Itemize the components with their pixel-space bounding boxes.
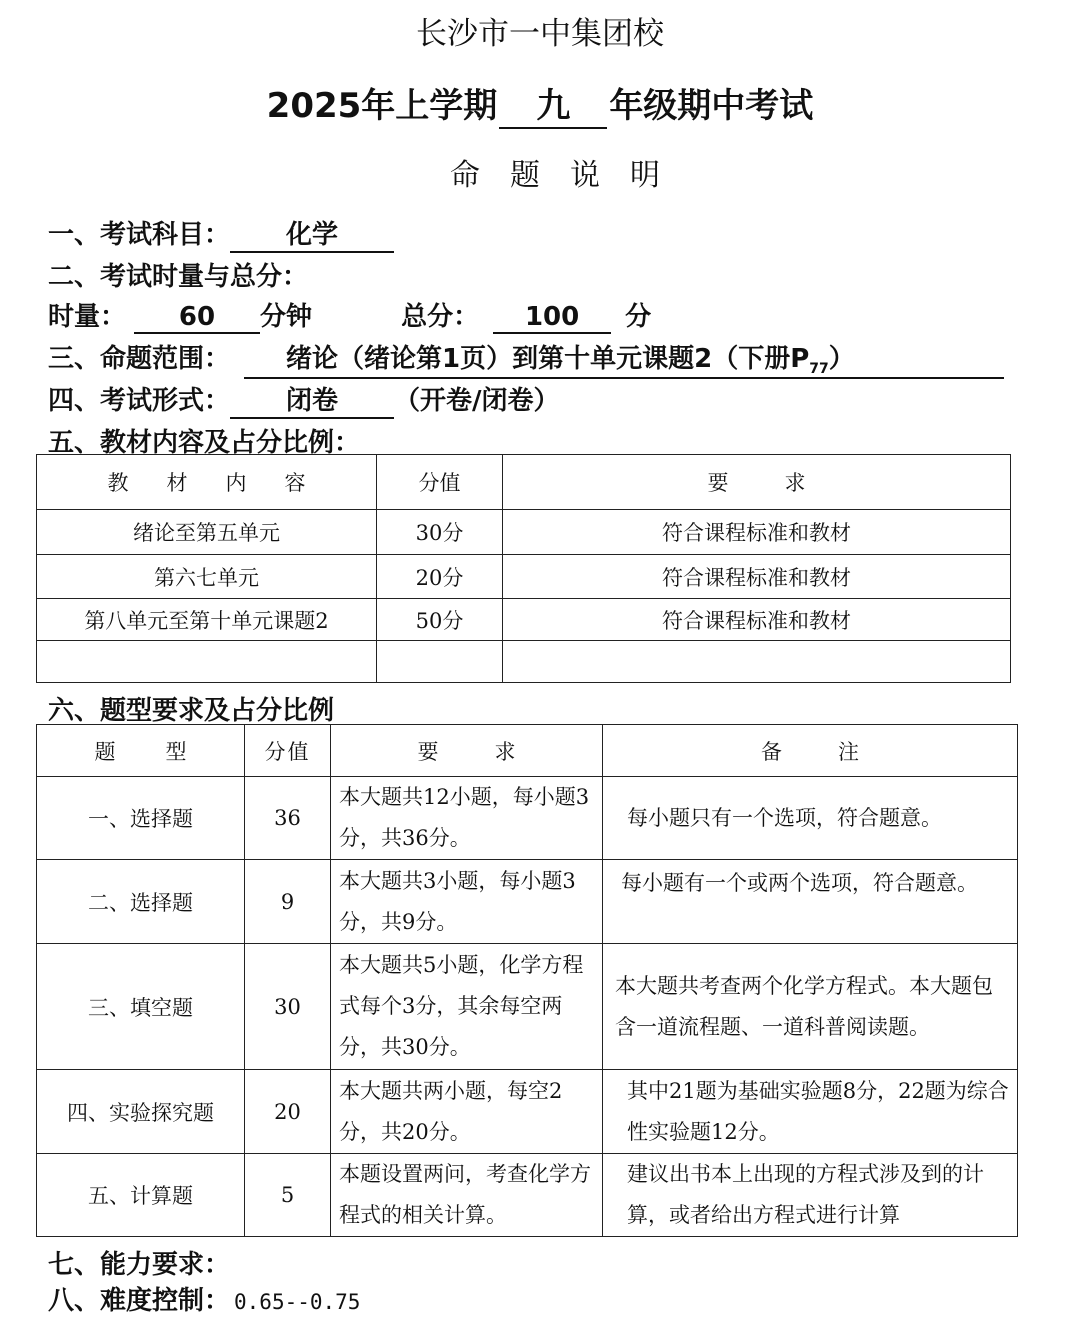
score-cell: 20分 <box>377 555 503 599</box>
header-score: 分值 <box>377 455 503 510</box>
content-table-header <box>37 455 1011 510</box>
header-remark: 备注 <box>603 725 1018 777</box>
table-row <box>37 944 1018 1070</box>
table-row <box>37 777 1018 860</box>
requirement-cell <box>503 641 1011 683</box>
form-line <box>48 380 560 419</box>
document-subtitle: 命题说明 <box>450 158 690 193</box>
score-cell: 20 <box>245 1070 331 1154</box>
remark-cell: 每小题有一个或两个选项，符合题意。 <box>603 860 1018 944</box>
time-heading: 二、考试时量与总分： <box>48 262 309 292</box>
table-row <box>37 555 1011 599</box>
score-cell <box>377 641 503 683</box>
ability-label: 七、能力要求： <box>48 1250 231 1280</box>
form-value: 闭卷 <box>230 380 394 419</box>
table-row <box>37 641 1011 683</box>
requirement-cell: 本大题共5小题，化学方程式每个3分，其余每空两分，共30分。 <box>331 944 603 1070</box>
content-cell: 第八单元至第十单元课题2 <box>37 599 377 641</box>
scope-page-sub: 77 <box>809 361 829 378</box>
difficulty-value: 0.65--0.75 <box>234 1290 361 1314</box>
header-requirement: 要求 <box>331 725 603 777</box>
content-heading: 五、教材内容及占分比例： <box>48 428 361 458</box>
question-type-table <box>36 724 1018 1237</box>
type-cell: 三、填空题 <box>37 944 245 1070</box>
subject-line <box>48 214 394 253</box>
header-requirement: 要求 <box>503 455 1011 510</box>
type-cell: 五、计算题 <box>37 1154 245 1237</box>
scope-value <box>244 338 1004 379</box>
content-cell: 第六七单元 <box>37 555 377 599</box>
duration-value: 60 <box>134 302 260 334</box>
type-cell: 四、实验探究题 <box>37 1070 245 1154</box>
score-cell: 36 <box>245 777 331 860</box>
title-suffix: 年级期中考试 <box>609 86 814 126</box>
requirement-cell: 符合课程标准和教材 <box>503 599 1011 641</box>
type-cell: 二、选择题 <box>37 860 245 944</box>
type-cell: 一、选择题 <box>37 777 245 860</box>
school-name: 长沙市一中集团校 <box>416 16 664 52</box>
form-label: 四、考试形式： <box>48 386 231 416</box>
requirement-cell: 本大题共两小题，每空2分，共20分。 <box>331 1070 603 1154</box>
scope-end: ） <box>828 344 855 374</box>
difficulty-label: 八、难度控制： <box>48 1286 231 1316</box>
requirement-cell: 本大题共3小题，每小题3分，共9分。 <box>331 860 603 944</box>
content-cell <box>37 641 377 683</box>
content-table <box>36 454 1011 683</box>
remark-cell: 每小题只有一个选项，符合题意。 <box>603 777 1018 860</box>
scope-text: 绪论（绪论第1页）到第十单元课题2（下册P <box>286 344 810 374</box>
form-note: （开卷/闭卷） <box>394 386 560 416</box>
table-row <box>37 599 1011 641</box>
type-table-header <box>37 725 1018 777</box>
requirement-cell: 符合课程标准和教材 <box>503 510 1011 555</box>
requirement-cell: 本大题共12小题，每小题3分，共36分。 <box>331 777 603 860</box>
requirement-cell: 符合课程标准和教材 <box>503 555 1011 599</box>
remark-cell: 其中21题为基础实验题8分，22题为综合性实验题12分。 <box>603 1070 1018 1154</box>
content-cell: 绪论至第五单元 <box>37 510 377 555</box>
requirement-cell: 本题设置两问，考查化学方程式的相关计算。 <box>331 1154 603 1237</box>
scope-line <box>48 338 1004 379</box>
remark-cell: 建议出书本上出现的方程式涉及到的计算，或者给出方程式进行计算 <box>603 1154 1018 1237</box>
total-label: 总分： <box>401 302 480 332</box>
total-value: 100 <box>493 302 611 334</box>
score-cell: 50分 <box>377 599 503 641</box>
time-line <box>48 296 651 334</box>
total-unit: 分 <box>625 302 652 332</box>
table-row <box>37 1154 1018 1237</box>
difficulty-line <box>48 1280 360 1317</box>
duration-label: 时量： <box>48 302 127 332</box>
header-type: 题型 <box>37 725 245 777</box>
type-heading: 六、题型要求及占分比例 <box>48 696 335 726</box>
score-cell: 30 <box>245 944 331 1070</box>
score-cell: 30分 <box>377 510 503 555</box>
subject-value: 化学 <box>230 214 394 253</box>
score-cell: 9 <box>245 860 331 944</box>
title-prefix: 2025年上学期 <box>266 86 498 126</box>
subject-label: 一、考试科目： <box>48 220 231 250</box>
table-row <box>37 860 1018 944</box>
exam-title <box>0 78 1080 129</box>
grade-blank: 九 <box>499 78 607 129</box>
table-row <box>37 1070 1018 1154</box>
header-score: 分值 <box>245 725 331 777</box>
score-cell: 5 <box>245 1154 331 1237</box>
header-content: 教材内容 <box>37 455 377 510</box>
remark-cell: 本大题共考查两个化学方程式。本大题包含一道流程题、一道科普阅读题。 <box>603 944 1018 1070</box>
duration-unit: 分钟 <box>260 302 313 332</box>
scope-label: 三、命题范围： <box>48 344 231 374</box>
table-row <box>37 510 1011 555</box>
